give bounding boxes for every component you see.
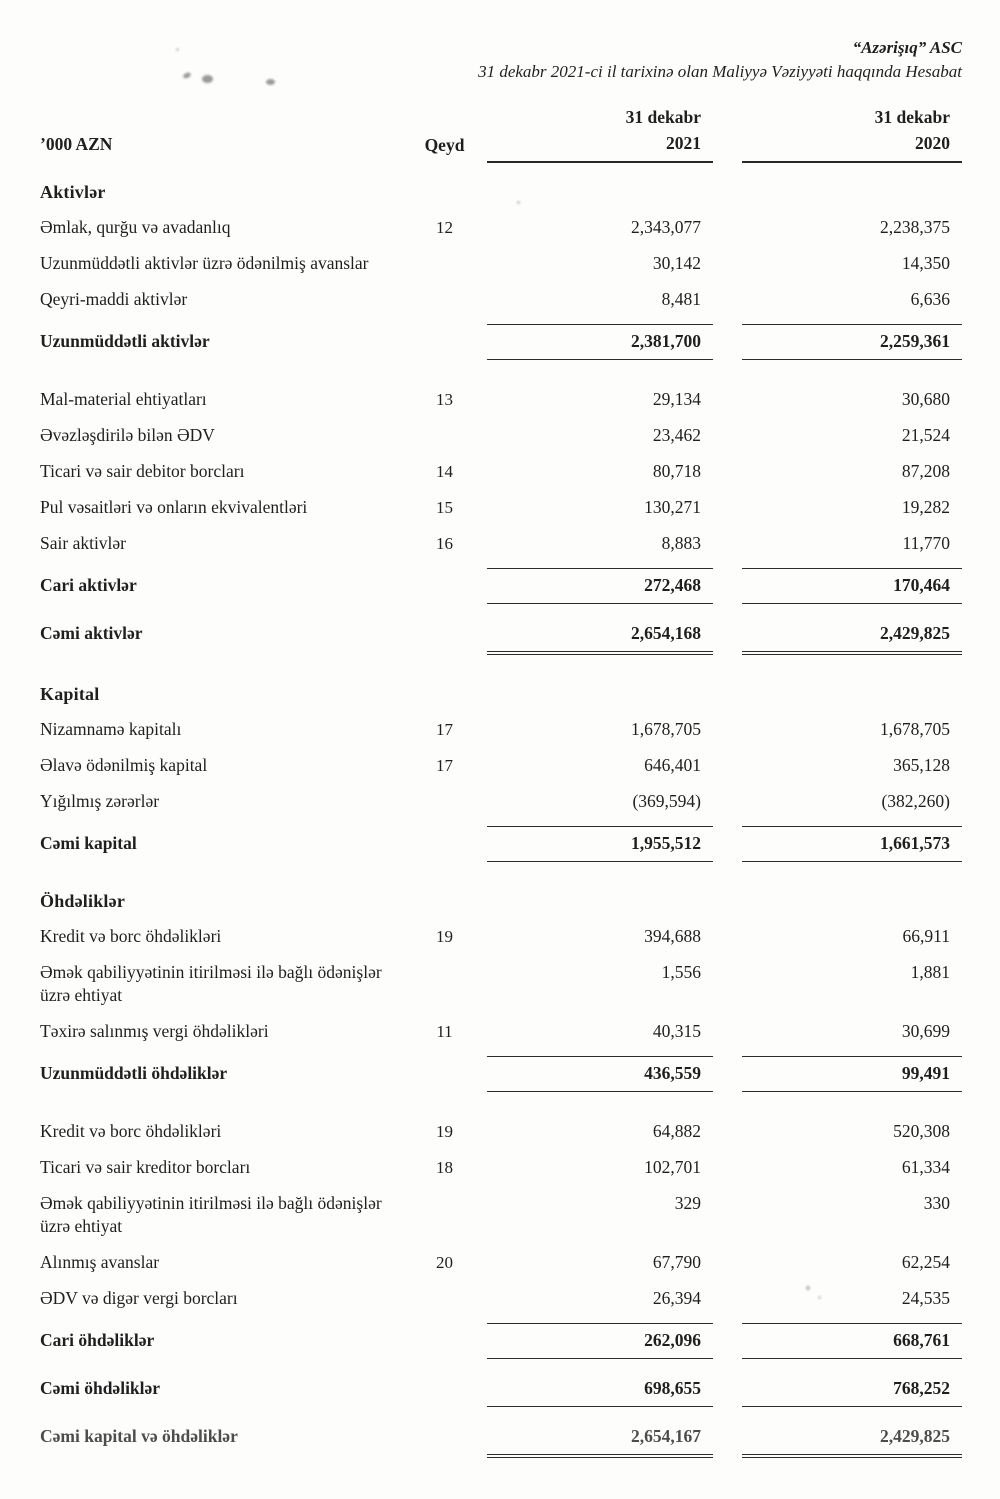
table-row (40, 1120, 962, 1143)
value-2021: 2,343,077 (631, 217, 701, 237)
value-2021: 8,883 (661, 533, 701, 553)
value-2020: 66,911 (902, 926, 950, 946)
balance-sheet-table (40, 104, 962, 1458)
table-row (40, 532, 962, 555)
value-2020: 1,661,573 (742, 826, 962, 862)
value-2020: 62,254 (901, 1252, 950, 1272)
row-label: Uzunmüddətli aktivlər üzrə ödənilmiş avanslar (40, 253, 369, 273)
section-heading: Kapital (40, 684, 100, 704)
row-label: Əlavə ödənilmiş kapital (40, 755, 208, 775)
row-label: Cari öhdəliklər (40, 1330, 155, 1350)
row-label: Təxirə salınmış vergi öhdəlikləri (40, 1021, 269, 1041)
row-note: 17 (436, 720, 453, 739)
table-row (40, 496, 962, 519)
value-2021: 67,790 (652, 1252, 701, 1272)
value-2021: 698,655 (487, 1372, 713, 1407)
value-2020: 19,282 (901, 497, 950, 517)
value-2021: 436,559 (487, 1056, 713, 1092)
row-label: Sair aktivlər (40, 533, 127, 553)
report-title: 31 dekabr 2021-ci il tarixinə olan Maliyyə Vəziyyəti haqqında Hesabat (478, 62, 962, 81)
value-2020: 99,491 (742, 1056, 962, 1092)
balance-table-body (40, 181, 962, 1458)
value-2020: 2,429,825 (742, 617, 962, 655)
row-note: 11 (436, 1022, 453, 1041)
row-label: Kredit və borc öhdəlikləri (40, 926, 222, 946)
table-row (40, 1020, 962, 1043)
row-label: Nizamnamə kapitalı (40, 719, 182, 739)
value-2020: 330 (923, 1193, 950, 1213)
row-note: 18 (436, 1158, 453, 1177)
value-2020: 30,699 (901, 1021, 950, 1041)
row-label: Əmək qabiliyyətinin itirilməsi ilə bağlı ödənişlər üzrə ehtiyat (40, 962, 382, 1005)
row-label: Əmlak, qurğu və avadanlıq (40, 217, 231, 237)
row-label: Cəmi kapital (40, 833, 137, 853)
table-row (40, 718, 962, 741)
row-label: Ticari və sair debitor borcları (40, 461, 245, 481)
table-row (40, 1156, 962, 1179)
row-note: 17 (436, 756, 453, 775)
value-2020: 21,524 (901, 425, 950, 445)
row-label: Mal-material ehtiyatları (40, 389, 207, 409)
table-row (40, 252, 962, 275)
row-label: Əmək qabiliyyətinin itirilməsi ilə bağlı ödənişlər üzrə ehtiyat (40, 1193, 382, 1236)
table-row (40, 216, 962, 239)
table-row (40, 568, 962, 604)
value-2020: 14,350 (901, 253, 950, 273)
value-2020: 2,429,825 (742, 1420, 962, 1458)
value-2021: 329 (674, 1193, 701, 1213)
value-2020: 520,308 (893, 1121, 950, 1141)
section-heading: Öhdəliklər (40, 891, 126, 911)
section-heading-row (40, 683, 962, 706)
value-2021: 23,462 (652, 425, 701, 445)
value-2020: 768,252 (742, 1372, 962, 1407)
value-2021: 2,381,700 (487, 324, 713, 360)
value-2020: 6,636 (910, 289, 950, 309)
column-2020-month: 31 dekabr (874, 107, 950, 127)
row-label: Cəmi aktivlər (40, 623, 143, 643)
table-row (40, 826, 962, 862)
row-label: Pul vəsaitləri və onların ekvivalentləri (40, 497, 308, 517)
value-2020: 2,259,361 (742, 324, 962, 360)
row-label: Əvəzləşdirilə bilən ƏDV (40, 425, 215, 445)
value-2021: 646,401 (644, 755, 701, 775)
row-label: Cəmi kapital və öhdəliklər (40, 1426, 238, 1446)
section-heading-row (40, 181, 962, 204)
table-row (40, 1251, 962, 1274)
row-label: Cəmi öhdəliklər (40, 1378, 161, 1398)
table-row (40, 617, 962, 655)
row-label: Cari aktivlər (40, 575, 137, 595)
table-row (40, 388, 962, 411)
row-label: Alınmış avanslar (40, 1252, 160, 1272)
value-2020: 170,464 (742, 568, 962, 604)
table-row (40, 1287, 962, 1310)
row-label: Uzunmüddətli aktivlər (40, 331, 210, 351)
row-label: Ticari və sair kreditor borcları (40, 1157, 251, 1177)
value-2021: 26,394 (652, 1288, 701, 1308)
row-note: 13 (436, 390, 453, 409)
table-row (40, 424, 962, 447)
row-note: 12 (436, 218, 453, 237)
column-header-2021 (487, 104, 713, 163)
table-row (40, 1192, 962, 1238)
value-2020: 24,535 (901, 1288, 950, 1308)
section-heading: Aktivlər (40, 182, 106, 202)
table-row (40, 1420, 962, 1458)
value-2020: 87,208 (901, 461, 950, 481)
row-note: 19 (436, 927, 453, 946)
row-label: Kredit və borc öhdəlikləri (40, 1121, 222, 1141)
value-2021: 30,142 (652, 253, 701, 273)
column-2020-year: 2020 (915, 133, 950, 153)
value-2021: 262,096 (487, 1323, 713, 1359)
column-2021-month: 31 dekabr (625, 107, 701, 127)
row-label: Uzunmüddətli öhdəliklər (40, 1063, 228, 1083)
value-2020: (382,260) (881, 791, 950, 811)
value-2021: 272,468 (487, 568, 713, 604)
column-2021-year: 2021 (666, 133, 701, 153)
row-note: 16 (436, 534, 453, 553)
value-2020: 61,334 (901, 1157, 950, 1177)
unit-label: ’000 AZN (40, 134, 113, 154)
report-header (40, 36, 962, 84)
value-2021: 130,271 (644, 497, 701, 517)
value-2020: 365,128 (893, 755, 950, 775)
value-2021: 394,688 (644, 926, 701, 946)
table-row (40, 961, 962, 1007)
value-2021: 1,955,512 (487, 826, 713, 862)
row-note: 20 (436, 1253, 453, 1272)
value-2021: 29,134 (652, 389, 701, 409)
value-2020: 11,770 (902, 533, 950, 553)
value-2021: (369,594) (632, 791, 701, 811)
table-row (40, 1372, 962, 1407)
row-label: Yığılmış zərərlər (40, 791, 160, 811)
value-2021: 2,654,167 (487, 1420, 713, 1458)
value-2021: 64,882 (652, 1121, 701, 1141)
value-2021: 8,481 (661, 289, 701, 309)
column-header-2020 (742, 104, 962, 163)
table-row (40, 790, 962, 813)
row-note: 19 (436, 1122, 453, 1141)
value-2020: 1,881 (910, 962, 950, 982)
value-2020: 2,238,375 (880, 217, 950, 237)
row-label: Qeyri-maddi aktivlər (40, 289, 188, 309)
company-name: “Azərişıq” ASC (852, 38, 962, 57)
row-note: 15 (436, 498, 453, 517)
value-2021: 1,678,705 (631, 719, 701, 739)
value-2021: 2,654,168 (487, 617, 713, 655)
value-2021: 80,718 (652, 461, 701, 481)
value-2021: 1,556 (661, 962, 701, 982)
table-row (40, 925, 962, 948)
table-row (40, 754, 962, 777)
table-row (40, 324, 962, 360)
row-label: ƏDV və digər vergi borcları (40, 1288, 238, 1308)
value-2020: 30,680 (901, 389, 950, 409)
value-2020: 668,761 (742, 1323, 962, 1359)
row-note: 14 (436, 462, 453, 481)
value-2021: 40,315 (652, 1021, 701, 1041)
section-heading-row (40, 890, 962, 913)
value-2021: 102,701 (644, 1157, 701, 1177)
value-2020: 1,678,705 (880, 719, 950, 739)
table-row (40, 1323, 962, 1359)
table-row (40, 460, 962, 483)
table-row (40, 1056, 962, 1092)
note-column-header: Qeyd (424, 135, 465, 155)
table-header-row (40, 104, 962, 163)
table-row (40, 288, 962, 311)
